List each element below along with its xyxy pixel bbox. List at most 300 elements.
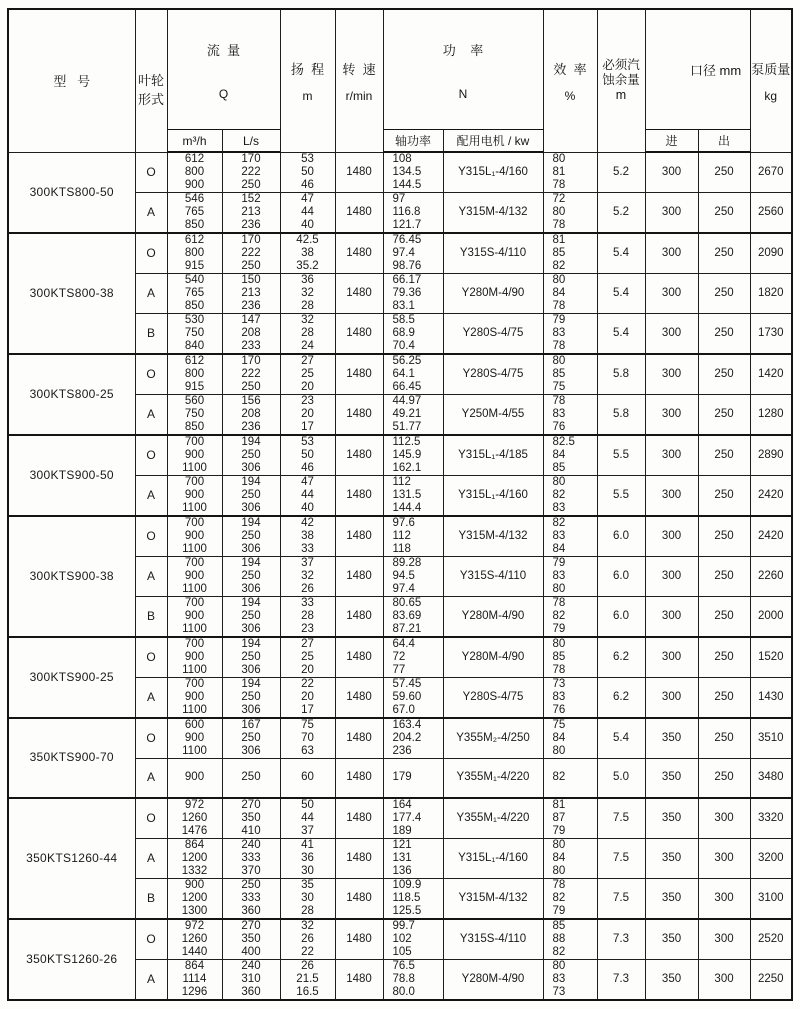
mass-cell: 1730	[750, 314, 792, 355]
efficiency-cell: 81 87 79	[543, 798, 597, 839]
npsh-cell: 5.5	[597, 476, 645, 517]
flow-m3h-cell: 900	[167, 759, 222, 798]
flow-m3h-cell: 700 900 1100	[167, 637, 222, 678]
efficiency-cell: 82.5 84 85	[543, 435, 597, 476]
bore-in-cell: 300	[645, 152, 698, 193]
shaft-power-cell: 179	[383, 759, 443, 798]
flow-m3h-cell: 600 900 1100	[167, 718, 222, 759]
bore-out-cell: 250	[698, 718, 750, 759]
header-bore-in: 进	[645, 130, 698, 153]
header-impeller-line1: 叶轮	[137, 73, 164, 89]
flow-ls-cell: 150 213 236	[222, 274, 280, 314]
efficiency-cell: 75 84 80	[543, 718, 597, 759]
spec-row	[8, 516, 792, 557]
mass-cell: 2250	[750, 959, 792, 1000]
efficiency-cell: 80 84 78	[543, 274, 597, 314]
bore-out-cell: 250	[698, 759, 750, 798]
spec-row	[8, 435, 792, 476]
header-shaft-power: 轴功率	[383, 130, 443, 153]
bore-out-cell: 300	[698, 919, 750, 960]
mass-cell: 1430	[750, 678, 792, 719]
header-mass-title: 泵质量	[751, 62, 791, 78]
bore-in-cell: 300	[645, 354, 698, 395]
bore-in-cell: 300	[645, 557, 698, 597]
bore-out-cell: 300	[698, 838, 750, 878]
motor-cell: Y315S-4/110	[443, 557, 543, 597]
mass-cell: 2420	[750, 516, 792, 557]
header-head	[280, 9, 335, 152]
npsh-cell: 5.5	[597, 435, 645, 476]
flow-m3h-cell: 700 900 1100	[167, 597, 222, 638]
header-model	[8, 9, 135, 152]
mass-cell: 2000	[750, 597, 792, 638]
npsh-cell: 5.8	[597, 395, 645, 436]
shaft-power-cell: 76.45 97.4 98.76	[383, 233, 443, 274]
bore-out-cell: 250	[698, 193, 750, 234]
npsh-cell: 5.2	[597, 193, 645, 234]
speed-cell: 1480	[335, 152, 383, 193]
flow-m3h-cell: 546 765 850	[167, 193, 222, 234]
speed-cell: 1480	[335, 274, 383, 314]
motor-cell: Y315L₁-4/160	[443, 838, 543, 878]
header-speed-unit: r/min	[345, 89, 373, 104]
head-cell: 53 50 46	[280, 435, 335, 476]
header-bore-out: 出	[698, 130, 750, 153]
motor-cell: Y315L₁-4/160	[443, 152, 543, 193]
shaft-power-cell: 66.17 79.36 83.1	[383, 274, 443, 314]
impeller-type-cell: O	[135, 516, 167, 557]
mass-cell: 2560	[750, 193, 792, 234]
header-impeller-line2: 形式	[137, 92, 164, 108]
motor-cell: Y315L₁-4/185	[443, 435, 543, 476]
header-speed	[335, 9, 383, 152]
shaft-power-cell: 89.28 94.5 97.4	[383, 557, 443, 597]
mass-cell: 2420	[750, 476, 792, 517]
head-cell: 50 44 37	[280, 798, 335, 839]
flow-m3h-cell: 900 1200 1300	[167, 878, 222, 919]
flow-ls-cell: 194 250 306	[222, 557, 280, 597]
motor-cell: Y315M-4/132	[443, 193, 543, 234]
bore-in-cell: 300	[645, 193, 698, 234]
impeller-type-cell: A	[135, 759, 167, 798]
head-cell: 26 21.5 16.5	[280, 959, 335, 1000]
bore-out-cell: 250	[698, 678, 750, 719]
speed-cell: 1480	[335, 838, 383, 878]
bore-in-cell: 300	[645, 233, 698, 274]
mass-cell: 1280	[750, 395, 792, 436]
flow-m3h-cell: 560 750 850	[167, 395, 222, 436]
motor-cell: Y280M-4/90	[443, 274, 543, 314]
bore-in-cell: 300	[645, 637, 698, 678]
head-cell: 42.5 38 35.2	[280, 233, 335, 274]
header-flow-unit-m3h: m³/h	[167, 130, 222, 153]
head-cell: 35 30 28	[280, 878, 335, 919]
motor-cell: Y250M-4/55	[443, 395, 543, 436]
npsh-cell: 5.0	[597, 759, 645, 798]
shaft-power-cell: 108 134.5 144.5	[383, 152, 443, 193]
impeller-type-cell: O	[135, 718, 167, 759]
header-flow	[167, 9, 280, 130]
spec-row	[8, 637, 792, 678]
bore-in-cell: 300	[645, 476, 698, 517]
spec-row	[8, 718, 792, 759]
bore-in-cell: 300	[645, 516, 698, 557]
model-cell: 350KTS1260-26	[8, 919, 135, 1000]
model-cell: 300KTS900-50	[8, 435, 135, 516]
efficiency-cell: 80 85 78	[543, 637, 597, 678]
bore-in-cell: 300	[645, 678, 698, 719]
header-power	[383, 9, 543, 130]
npsh-cell: 5.4	[597, 718, 645, 759]
bore-in-cell: 350	[645, 919, 698, 960]
impeller-type-cell: A	[135, 959, 167, 1000]
motor-cell: Y280M-4/90	[443, 597, 543, 638]
header-npsh-line2: 蚀余量	[602, 73, 640, 88]
bore-in-cell: 300	[645, 274, 698, 314]
flow-m3h-cell: 864 1114 1296	[167, 959, 222, 1000]
npsh-cell: 5.4	[597, 233, 645, 274]
shaft-power-cell: 99.7 102 105	[383, 919, 443, 960]
shaft-power-cell: 56.25 64.1 66.45	[383, 354, 443, 395]
impeller-type-cell: B	[135, 597, 167, 638]
speed-cell: 1480	[335, 435, 383, 476]
header-head-unit: m	[302, 89, 313, 104]
head-cell: 22 20 17	[280, 678, 335, 719]
flow-ls-cell: 152 213 236	[222, 193, 280, 234]
header-efficiency	[543, 9, 597, 152]
npsh-cell: 5.8	[597, 354, 645, 395]
speed-cell: 1480	[335, 193, 383, 234]
efficiency-cell: 79 83 78	[543, 314, 597, 355]
impeller-type-cell: O	[135, 919, 167, 960]
mass-cell: 2520	[750, 919, 792, 960]
model-cell: 300KTS800-38	[8, 233, 135, 354]
header-flow-title: 流 量	[206, 43, 241, 58]
header-npsh-unit: m	[615, 88, 627, 103]
head-cell: 23 20 17	[280, 395, 335, 436]
speed-cell: 1480	[335, 233, 383, 274]
header-bore	[645, 9, 750, 130]
flow-m3h-cell: 612 800 915	[167, 354, 222, 395]
flow-ls-cell: 250 333 360	[222, 878, 280, 919]
efficiency-cell: 80 82 83	[543, 476, 597, 517]
spec-row	[8, 919, 792, 960]
speed-cell: 1480	[335, 718, 383, 759]
mass-cell: 2260	[750, 557, 792, 597]
mass-cell: 2890	[750, 435, 792, 476]
motor-cell: Y280M-4/90	[443, 637, 543, 678]
motor-cell: Y315M-4/132	[443, 516, 543, 557]
impeller-type-cell: A	[135, 476, 167, 517]
speed-cell: 1480	[335, 678, 383, 719]
bore-in-cell: 350	[645, 878, 698, 919]
model-cell: 350KTS900-70	[8, 718, 135, 798]
efficiency-cell: 78 82 79	[543, 597, 597, 638]
model-cell: 300KTS800-25	[8, 354, 135, 435]
spec-row	[8, 233, 792, 274]
speed-cell: 1480	[335, 798, 383, 839]
shaft-power-cell: 44.97 49.21 51.77	[383, 395, 443, 436]
mass-cell: 1820	[750, 274, 792, 314]
head-cell: 36 32 28	[280, 274, 335, 314]
head-cell: 37 32 26	[280, 557, 335, 597]
flow-ls-cell: 156 208 236	[222, 395, 280, 436]
flow-ls-cell: 270 350 410	[222, 798, 280, 839]
table-body	[8, 152, 792, 1000]
bore-out-cell: 300	[698, 798, 750, 839]
efficiency-cell: 72 80 78	[543, 193, 597, 234]
impeller-type-cell: O	[135, 354, 167, 395]
shaft-power-cell: 97 116.8 121.7	[383, 193, 443, 234]
bore-out-cell: 250	[698, 637, 750, 678]
header-speed-title: 转 速	[342, 62, 376, 78]
motor-cell: Y280S-4/75	[443, 314, 543, 355]
efficiency-cell: 81 85 82	[543, 233, 597, 274]
flow-ls-cell: 194 250 306	[222, 516, 280, 557]
flow-ls-cell: 194 250 306	[222, 678, 280, 719]
npsh-cell: 7.5	[597, 838, 645, 878]
bore-in-cell: 350	[645, 798, 698, 839]
mass-cell: 3200	[750, 838, 792, 878]
speed-cell: 1480	[335, 395, 383, 436]
flow-m3h-cell: 700 900 1100	[167, 516, 222, 557]
bore-out-cell: 250	[698, 314, 750, 355]
header-head-title: 扬 程	[290, 62, 325, 78]
shaft-power-cell: 58.5 68.9 70.4	[383, 314, 443, 355]
bore-out-cell: 250	[698, 516, 750, 557]
flow-m3h-cell: 700 900 1100	[167, 435, 222, 476]
shaft-power-cell: 121 131 136	[383, 838, 443, 878]
flow-ls-cell: 240 333 370	[222, 838, 280, 878]
spec-row	[8, 798, 792, 839]
shaft-power-cell: 76.5 78.8 80.0	[383, 959, 443, 1000]
speed-cell: 1480	[335, 516, 383, 557]
spec-row	[8, 354, 792, 395]
mass-cell: 3510	[750, 718, 792, 759]
bore-out-cell: 300	[698, 878, 750, 919]
efficiency-cell: 79 83 80	[543, 557, 597, 597]
bore-out-cell: 250	[698, 476, 750, 517]
speed-cell: 1480	[335, 637, 383, 678]
flow-ls-cell: 240 310 360	[222, 959, 280, 1000]
bore-in-cell: 350	[645, 759, 698, 798]
mass-cell: 2090	[750, 233, 792, 274]
impeller-type-cell: O	[135, 637, 167, 678]
npsh-cell: 6.2	[597, 678, 645, 719]
speed-cell: 1480	[335, 557, 383, 597]
bore-out-cell: 250	[698, 274, 750, 314]
npsh-cell: 7.5	[597, 798, 645, 839]
speed-cell: 1480	[335, 919, 383, 960]
npsh-cell: 7.5	[597, 878, 645, 919]
npsh-cell: 7.3	[597, 919, 645, 960]
bore-out-cell: 250	[698, 395, 750, 436]
head-cell: 27 25 20	[280, 637, 335, 678]
impeller-type-cell: O	[135, 435, 167, 476]
shaft-power-cell: 163.4 204.2 236	[383, 718, 443, 759]
shaft-power-cell: 112 131.5 144.4	[383, 476, 443, 517]
impeller-type-cell: A	[135, 678, 167, 719]
impeller-type-cell: A	[135, 274, 167, 314]
efficiency-cell: 85 88 82	[543, 919, 597, 960]
header-model-label: 型 号	[53, 74, 91, 90]
bore-in-cell: 350	[645, 959, 698, 1000]
head-cell: 47 44 40	[280, 476, 335, 517]
impeller-type-cell: O	[135, 798, 167, 839]
motor-cell: Y355M₁-4/220	[443, 759, 543, 798]
impeller-type-cell: B	[135, 878, 167, 919]
efficiency-cell: 78 82 79	[543, 878, 597, 919]
shaft-power-cell: 112.5 145.9 162.1	[383, 435, 443, 476]
motor-cell: Y315M-4/132	[443, 878, 543, 919]
efficiency-cell: 73 83 76	[543, 678, 597, 719]
impeller-type-cell: A	[135, 395, 167, 436]
header-efficiency-unit: %	[564, 89, 576, 104]
header-power-title: 功 率	[442, 43, 484, 58]
shaft-power-cell: 64.4 72 77	[383, 637, 443, 678]
speed-cell: 1480	[335, 476, 383, 517]
mass-cell: 3480	[750, 759, 792, 798]
bore-out-cell: 250	[698, 354, 750, 395]
npsh-cell: 7.3	[597, 959, 645, 1000]
shaft-power-cell: 97.6 112 118	[383, 516, 443, 557]
flow-m3h-cell: 700 900 1100	[167, 678, 222, 719]
flow-m3h-cell: 612 800 900	[167, 152, 222, 193]
flow-m3h-cell: 972 1260 1476	[167, 798, 222, 839]
npsh-cell: 5.4	[597, 314, 645, 355]
npsh-cell: 6.0	[597, 557, 645, 597]
flow-ls-cell: 170 222 250	[222, 354, 280, 395]
flow-ls-cell: 194 250 306	[222, 597, 280, 638]
bore-in-cell: 300	[645, 435, 698, 476]
efficiency-cell: 82 83 84	[543, 516, 597, 557]
speed-cell: 1480	[335, 354, 383, 395]
flow-ls-cell: 194 250 306	[222, 637, 280, 678]
flow-ls-cell: 194 250 306	[222, 476, 280, 517]
efficiency-cell: 78 83 76	[543, 395, 597, 436]
npsh-cell: 5.2	[597, 152, 645, 193]
mass-cell: 1420	[750, 354, 792, 395]
bore-in-cell: 350	[645, 838, 698, 878]
flow-ls-cell: 194 250 306	[222, 435, 280, 476]
header-motor: 配用电机 / kw	[443, 130, 543, 153]
header-power-symbol: N	[458, 87, 468, 101]
header-npsh	[597, 9, 645, 152]
header-npsh-line1: 必须汽	[602, 58, 640, 73]
model-cell: 300KTS800-50	[8, 152, 135, 233]
flow-m3h-cell: 700 900 1100	[167, 557, 222, 597]
motor-cell: Y280S-4/75	[443, 678, 543, 719]
flow-ls-cell: 170 222 250	[222, 233, 280, 274]
flow-m3h-cell: 612 800 915	[167, 233, 222, 274]
mass-cell: 1520	[750, 637, 792, 678]
npsh-cell: 5.4	[597, 274, 645, 314]
flow-m3h-cell: 972 1260 1440	[167, 919, 222, 960]
bore-in-cell: 300	[645, 314, 698, 355]
bore-out-cell: 250	[698, 597, 750, 638]
npsh-cell: 6.2	[597, 637, 645, 678]
flow-m3h-cell: 530 750 840	[167, 314, 222, 355]
speed-cell: 1480	[335, 878, 383, 919]
spec-row	[8, 152, 792, 193]
motor-cell: Y280M-4/90	[443, 959, 543, 1000]
bore-out-cell: 250	[698, 557, 750, 597]
head-cell: 41 36 30	[280, 838, 335, 878]
head-cell: 42 38 33	[280, 516, 335, 557]
header-mass-unit: kg	[764, 89, 778, 104]
header-flow-unit-ls: L/s	[222, 130, 280, 153]
speed-cell: 1480	[335, 314, 383, 355]
pump-spec-table	[7, 8, 793, 1001]
head-cell: 27 25 20	[280, 354, 335, 395]
bore-out-cell: 250	[698, 233, 750, 274]
flow-ls-cell: 270 350 400	[222, 919, 280, 960]
speed-cell: 1480	[335, 597, 383, 638]
flow-ls-cell: 250	[222, 759, 280, 798]
speed-cell: 1480	[335, 959, 383, 1000]
bore-in-cell: 300	[645, 597, 698, 638]
flow-ls-cell: 167 250 306	[222, 718, 280, 759]
impeller-type-cell: A	[135, 557, 167, 597]
bore-out-cell: 250	[698, 435, 750, 476]
bore-out-cell: 300	[698, 959, 750, 1000]
header-mass	[750, 9, 792, 152]
flow-ls-cell: 170 222 250	[222, 152, 280, 193]
motor-cell: Y355M₁-4/220	[443, 798, 543, 839]
motor-cell: Y315S-4/110	[443, 919, 543, 960]
table-header	[8, 9, 792, 152]
flow-m3h-cell: 864 1200 1332	[167, 838, 222, 878]
motor-cell: Y355M₂-4/250	[443, 718, 543, 759]
efficiency-cell: 82	[543, 759, 597, 798]
npsh-cell: 6.0	[597, 597, 645, 638]
impeller-type-cell: B	[135, 314, 167, 355]
impeller-type-cell: O	[135, 233, 167, 274]
flow-m3h-cell: 540 765 850	[167, 274, 222, 314]
efficiency-cell: 80 83 73	[543, 959, 597, 1000]
head-cell: 32 26 22	[280, 919, 335, 960]
shaft-power-cell: 109.9 118.5 125.5	[383, 878, 443, 919]
efficiency-cell: 80 85 75	[543, 354, 597, 395]
npsh-cell: 6.0	[597, 516, 645, 557]
impeller-type-cell: O	[135, 152, 167, 193]
head-cell: 47 44 40	[280, 193, 335, 234]
shaft-power-cell: 164 177.4 189	[383, 798, 443, 839]
motor-cell: Y280S-4/75	[443, 354, 543, 395]
head-cell: 32 28 24	[280, 314, 335, 355]
flow-m3h-cell: 700 900 1100	[167, 476, 222, 517]
header-flow-symbol: Q	[218, 87, 229, 101]
mass-cell: 2670	[750, 152, 792, 193]
bore-in-cell: 300	[645, 395, 698, 436]
flow-ls-cell: 147 208 233	[222, 314, 280, 355]
bore-out-cell: 250	[698, 152, 750, 193]
efficiency-cell: 80 81 78	[543, 152, 597, 193]
impeller-type-cell: A	[135, 193, 167, 234]
bore-in-cell: 350	[645, 718, 698, 759]
shaft-power-cell: 57.45 59.60 67.0	[383, 678, 443, 719]
head-cell: 33 28 23	[280, 597, 335, 638]
head-cell: 53 50 46	[280, 152, 335, 193]
head-cell: 60	[280, 759, 335, 798]
shaft-power-cell: 80.65 83.69 87.21	[383, 597, 443, 638]
head-cell: 75 70 63	[280, 718, 335, 759]
mass-cell: 3320	[750, 798, 792, 839]
model-cell: 300KTS900-38	[8, 516, 135, 637]
speed-cell: 1480	[335, 759, 383, 798]
impeller-type-cell: A	[135, 838, 167, 878]
motor-cell: Y315L₁-4/160	[443, 476, 543, 517]
